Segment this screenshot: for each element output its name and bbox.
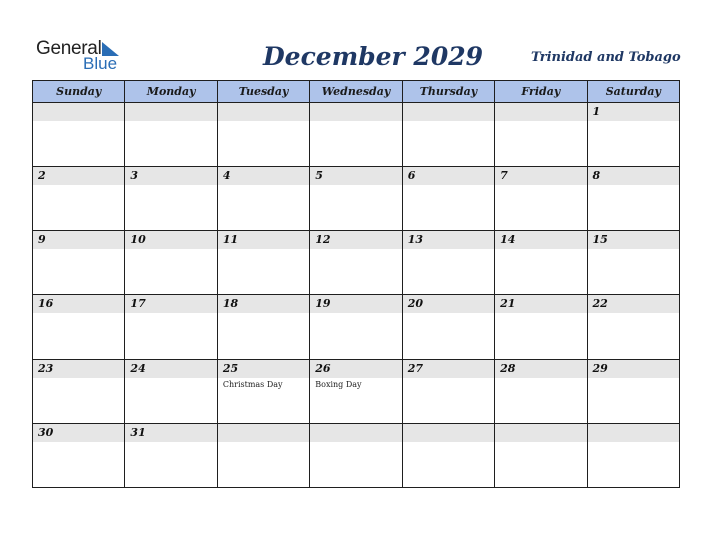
day-cell: [587, 423, 679, 487]
day-number: 11: [218, 231, 309, 249]
day-number: [403, 103, 494, 121]
day-number: 22: [588, 295, 679, 313]
day-number: 18: [218, 295, 309, 313]
day-number: [218, 103, 309, 121]
day-cell: [587, 231, 679, 295]
day-number: [310, 424, 401, 442]
day-number: 16: [33, 295, 124, 313]
day-cell: [495, 423, 587, 487]
holiday-label: Christmas Day: [222, 379, 283, 389]
week-row: [33, 231, 680, 295]
day-cell: [125, 359, 217, 423]
weekday-header: Thursday: [402, 81, 494, 103]
day-cell: [402, 359, 494, 423]
day-number: [125, 103, 216, 121]
calendar-grid: [32, 80, 680, 488]
day-cell: [310, 231, 402, 295]
day-cell: [310, 359, 402, 423]
weekday-header: Friday: [495, 81, 587, 103]
day-number: [495, 103, 586, 121]
weekday-header: Monday: [125, 81, 217, 103]
day-number: 24: [125, 360, 216, 378]
day-number: 29: [588, 360, 679, 378]
day-number: 13: [403, 231, 494, 249]
day-cell: [33, 231, 125, 295]
logo-text-general: General: [36, 38, 102, 59]
day-number: 30: [33, 424, 124, 442]
holiday-label: Boxing Day: [315, 379, 362, 389]
weekday-header: Saturday: [587, 81, 679, 103]
day-number: 6: [403, 167, 494, 185]
day-cell: [217, 231, 309, 295]
day-number: 5: [310, 167, 401, 185]
day-number: 12: [310, 231, 401, 249]
day-cell: [125, 423, 217, 487]
day-number: 25: [218, 360, 309, 378]
day-cell: [217, 167, 309, 231]
day-cell: [125, 295, 217, 359]
day-cell: [310, 423, 402, 487]
day-number: [403, 424, 494, 442]
day-cell: [402, 231, 494, 295]
generalblue-logo: [36, 38, 126, 74]
day-cell: [495, 359, 587, 423]
day-number: 1: [588, 103, 679, 121]
weekday-header: Sunday: [33, 81, 125, 103]
day-number: 28: [495, 360, 586, 378]
day-number: 4: [218, 167, 309, 185]
day-cell: [125, 231, 217, 295]
day-cell: [310, 167, 402, 231]
day-cell: [310, 295, 402, 359]
day-number: 3: [125, 167, 216, 185]
day-cell: [402, 423, 494, 487]
day-cell: [125, 103, 217, 167]
weekday-header: Wednesday: [310, 81, 402, 103]
day-cell: [33, 423, 125, 487]
day-cell: [495, 295, 587, 359]
day-cell: [33, 359, 125, 423]
day-cell: [217, 103, 309, 167]
week-row: [33, 103, 680, 167]
week-row: [33, 167, 680, 231]
day-number: [310, 103, 401, 121]
day-cell: [587, 167, 679, 231]
day-cell: [33, 167, 125, 231]
day-cell: [587, 103, 679, 167]
day-number: 17: [125, 295, 216, 313]
weekday-header-row: [33, 81, 680, 103]
day-cell: [495, 103, 587, 167]
day-number: 9: [33, 231, 124, 249]
day-number: 8: [588, 167, 679, 185]
day-cell: [310, 103, 402, 167]
day-cell: [125, 167, 217, 231]
day-cell: [402, 103, 494, 167]
calendar-title: December 2029: [263, 42, 484, 71]
day-number: 31: [125, 424, 216, 442]
week-row: [33, 423, 680, 487]
day-cell: [33, 295, 125, 359]
day-number: [495, 424, 586, 442]
day-cell: [402, 167, 494, 231]
day-number: 23: [33, 360, 124, 378]
day-number: [218, 424, 309, 442]
day-number: 2: [33, 167, 124, 185]
day-cell: [402, 295, 494, 359]
day-cell: [217, 359, 309, 423]
logo-text-blue: Blue: [83, 54, 118, 73]
day-cell: [587, 359, 679, 423]
day-cell: [495, 167, 587, 231]
day-cell: [217, 423, 309, 487]
day-number: 21: [495, 295, 586, 313]
day-number: 19: [310, 295, 401, 313]
day-cell: [217, 295, 309, 359]
day-number: 10: [125, 231, 216, 249]
day-number: [588, 424, 679, 442]
weekday-header: Tuesday: [217, 81, 309, 103]
day-cell: [587, 295, 679, 359]
day-cell: [495, 231, 587, 295]
day-number: 7: [495, 167, 586, 185]
day-number: 14: [495, 231, 586, 249]
country-name: Trinidad and Tobago: [531, 50, 681, 65]
day-cell: [33, 103, 125, 167]
week-row: [33, 295, 680, 359]
day-number: 20: [403, 295, 494, 313]
day-number: 26: [310, 360, 401, 378]
day-number: 27: [403, 360, 494, 378]
day-number: 15: [588, 231, 679, 249]
week-row: [33, 359, 680, 423]
day-number: [33, 103, 124, 121]
